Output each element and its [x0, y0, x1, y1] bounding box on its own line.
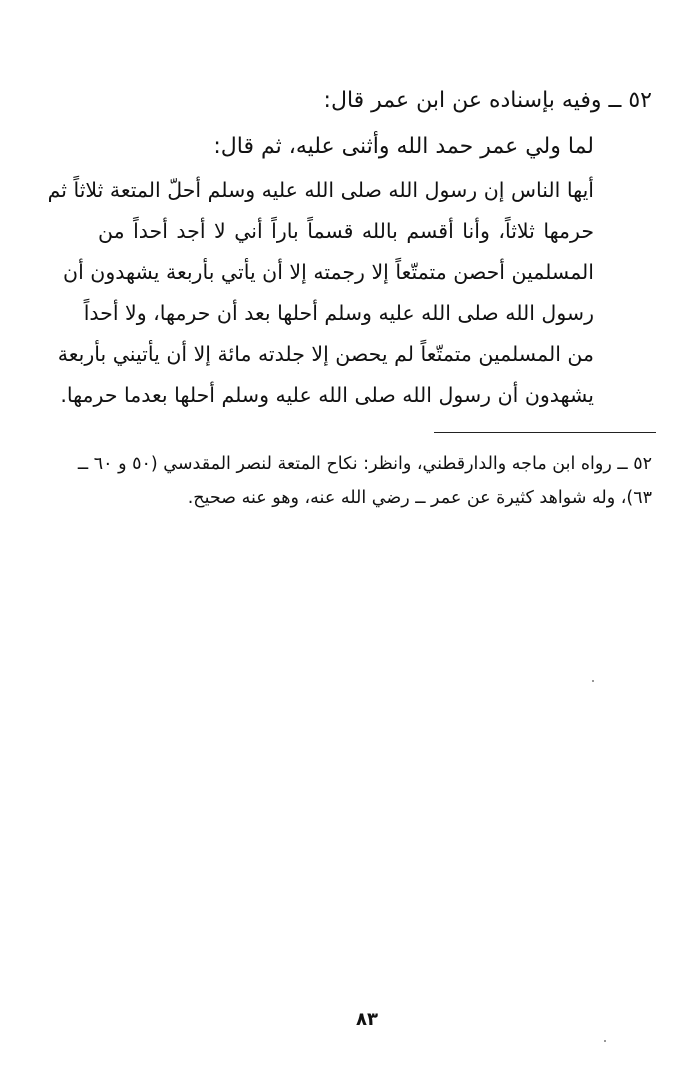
body-line: أيها الناس إن رسول الله صلى الله عليه وسلم أحلّ المتعة ثلاثاً ثم: [47, 178, 594, 202]
body-line: رسول الله صلى الله عليه وسلم أحلها بعد أن حرمها، ولا أحداً: [83, 301, 594, 325]
footnote-line: ٥٢ ــ رواه ابن ماجه والدارقطني، وانظر: نكاح المتعة لنصر المقدسي (٥٠ و ٦٠ ــ: [77, 454, 652, 474]
hadith-intro: لما ولي عمر حمد الله وأثنى عليه، ثم قال:: [213, 134, 594, 159]
footnote: [40, 447, 652, 515]
hadith-heading: ٥٢ ــ وفيه بإسناده عن ابن عمر قال:: [323, 88, 652, 113]
body-line: من المسلمين متمتّعاً لم يحصن إلا جلدته مائة إلا أن يأتيني بأربعة: [57, 342, 594, 366]
paper-speck: [604, 1040, 606, 1042]
footnote-divider: [434, 432, 656, 433]
body-line: يشهدون أن رسول الله صلى الله عليه وسلم أحلها بعدما حرمها.: [60, 383, 594, 407]
page-number: ٨٣: [356, 1009, 378, 1030]
hadith-body: [47, 170, 594, 416]
paper-speck: [592, 680, 594, 682]
body-line: حرمها ثلاثاً، وأنا أقسم بالله قسماً باراً أني لا أجد أحداً من: [98, 219, 594, 243]
footnote-line: ٦٣)، وله شواهد كثيرة عن عمر ــ رضي الله عنه، وهو عنه صحيح.: [187, 488, 652, 508]
body-line: المسلمين أحصن متمتّعاً إلا رجمته إلا أن يأتي بأربعة يشهدون أن: [63, 260, 594, 284]
